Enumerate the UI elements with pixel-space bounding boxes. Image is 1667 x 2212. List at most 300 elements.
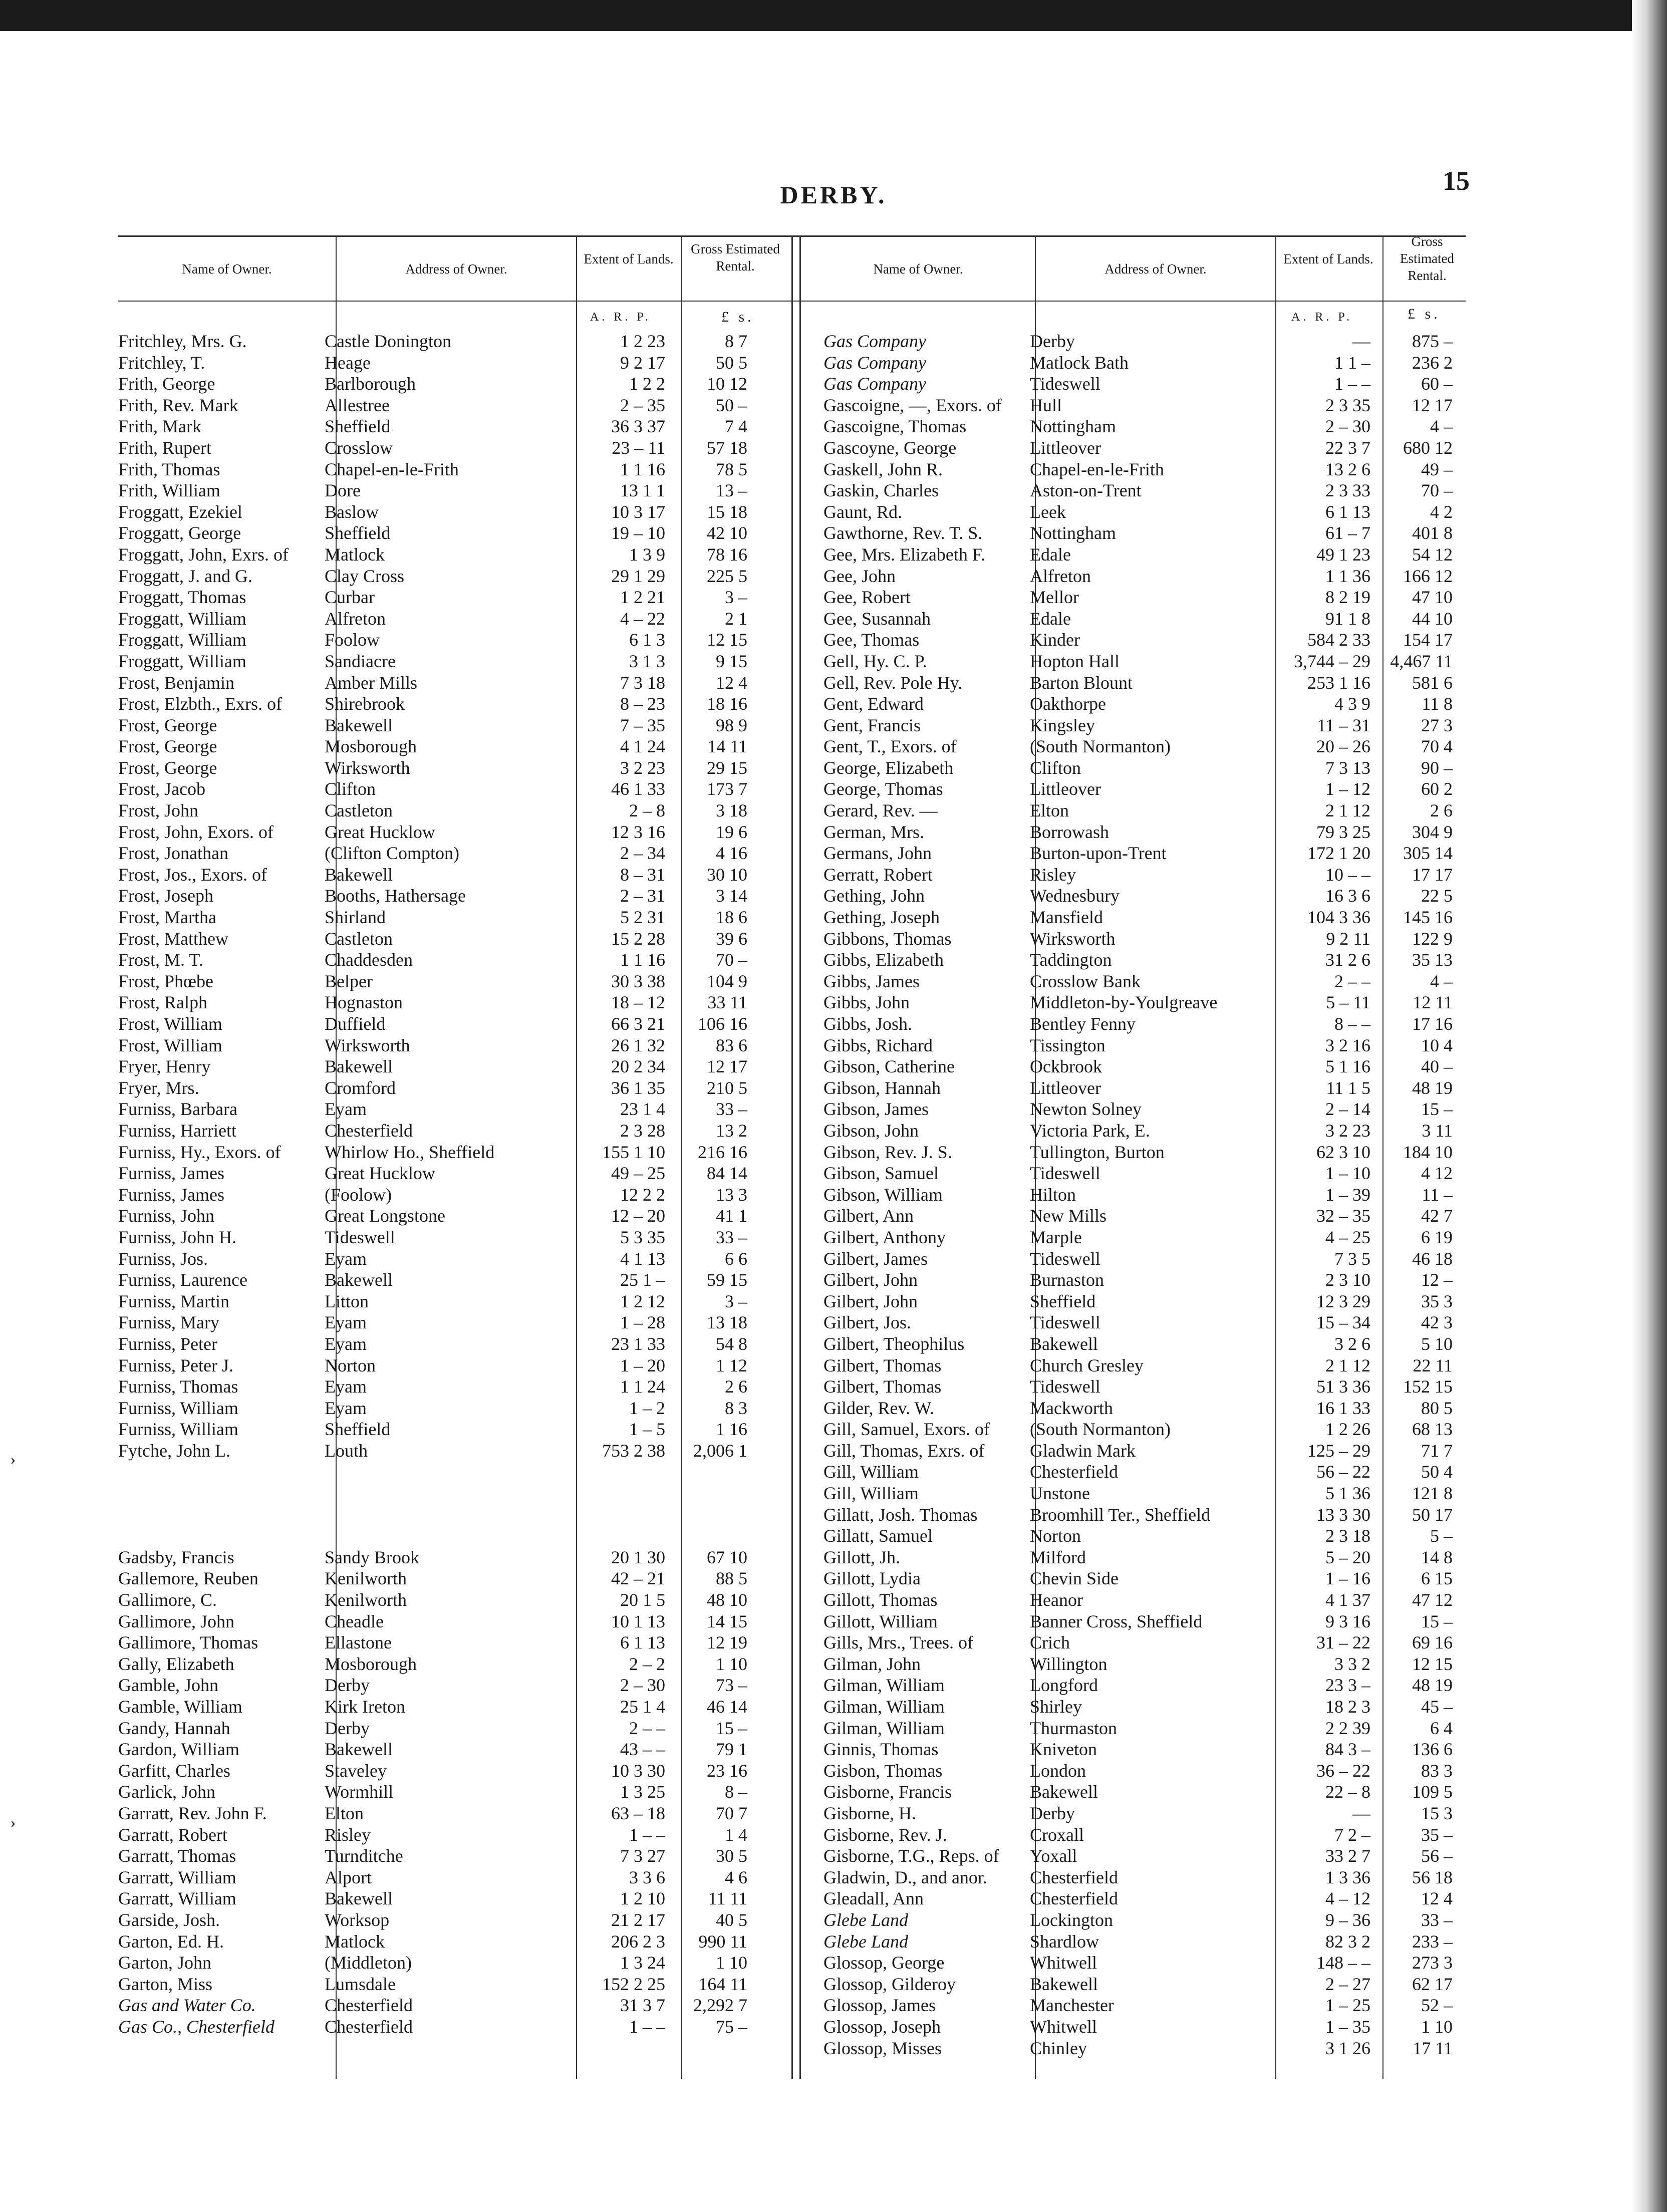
table-row	[118, 971, 752, 992]
gross-rental: 17 16	[1412, 1014, 1453, 1034]
owner-name: Gallimore, C.	[118, 1590, 217, 1610]
owner-address: Sheffield	[325, 416, 391, 437]
land-extent: 1 – 28	[620, 1312, 665, 1333]
table-row	[823, 1824, 1458, 1846]
gross-rental: 184 10	[1403, 1142, 1453, 1162]
gross-rental: 70 7	[716, 1803, 747, 1823]
table-row	[823, 395, 1458, 416]
owner-name: Garton, Miss	[118, 1974, 212, 1994]
owner-address: Kingsley	[1030, 715, 1095, 735]
gross-rental: 136 6	[1412, 1739, 1453, 1760]
owner-address: Great Hucklow	[325, 1163, 435, 1184]
land-extent: 3 2 23	[1325, 1120, 1370, 1141]
land-extent: 13 3 30	[1316, 1504, 1370, 1525]
table-row	[823, 949, 1458, 971]
owner-address: Manchester	[1030, 1995, 1114, 2016]
gross-rental: 216 16	[698, 1142, 747, 1162]
owner-address: Wirksworth	[325, 1035, 410, 1055]
table-row	[823, 587, 1458, 608]
page-title: DERBY.	[780, 181, 887, 209]
owner-name: Garton, John	[118, 1953, 211, 1973]
owner-name: Gas Company	[823, 352, 926, 373]
owner-address: (Clifton Compton)	[325, 843, 459, 864]
table-row	[118, 1056, 752, 1077]
land-extent: 1 3 36	[1325, 1867, 1370, 1887]
owner-name: Gilbert, John	[823, 1291, 918, 1311]
gross-rental: 122 9	[1412, 928, 1453, 949]
table-row	[823, 1781, 1458, 1803]
owner-name: Gent, Edward	[823, 694, 924, 714]
owner-address: Tullington, Burton	[1030, 1142, 1165, 1162]
land-extent: 42 – 21	[611, 1568, 665, 1589]
land-extent: 13 1 1	[620, 480, 665, 501]
table-row	[118, 331, 752, 352]
owner-name: Frost, Martha	[118, 907, 216, 928]
extent-header: Extent of Lands.	[584, 251, 674, 266]
land-extent: 253 1 16	[1307, 672, 1370, 693]
gross-rental: 90 –	[1421, 757, 1453, 778]
owner-address: Worksop	[325, 1909, 390, 1930]
table-row	[118, 1781, 752, 1803]
rental-units-label: £ s.	[721, 309, 754, 325]
owner-address: Cromford	[325, 1077, 396, 1098]
gross-rental: 13 2	[716, 1120, 747, 1141]
section-gap	[118, 1525, 752, 1547]
gross-rental: 48 10	[707, 1590, 747, 1610]
table-row	[118, 480, 752, 501]
table-row	[823, 1163, 1458, 1184]
owner-name: Glossop, Misses	[823, 2038, 942, 2058]
land-extent: 1 1 16	[620, 950, 665, 970]
land-extent: 5 1 16	[1325, 1056, 1370, 1077]
land-extent: 206 2 3	[611, 1931, 665, 1952]
gross-rental: 71 7	[1421, 1440, 1453, 1461]
owner-address: Edale	[1030, 608, 1071, 629]
owner-address: Thurmaston	[1030, 1718, 1117, 1738]
table-row	[118, 1760, 752, 1782]
owner-name: Froggatt, William	[118, 608, 246, 629]
table-row	[823, 2038, 1458, 2059]
owner-name: Garratt, Robert	[118, 1824, 227, 1845]
section-gap	[118, 1504, 752, 1526]
table-row	[118, 373, 752, 395]
owner-name: Furniss, Harriett	[118, 1120, 236, 1141]
land-extent: 12 2 2	[620, 1184, 665, 1205]
owner-name: Gell, Hy. C. P.	[823, 651, 927, 671]
gross-rental: 4 –	[1430, 416, 1453, 437]
gross-rental: 121 8	[1412, 1483, 1453, 1504]
table-row	[823, 522, 1458, 544]
table-row	[118, 1568, 752, 1589]
owner-name: Gee, John	[823, 566, 896, 586]
gross-rental: 3 14	[716, 886, 747, 906]
owner-address: Crosslow Bank	[1030, 971, 1141, 991]
owner-name: Furniss, Thomas	[118, 1376, 238, 1397]
gross-rental: 75 –	[716, 2016, 747, 2037]
owner-name: Gallimore, Thomas	[118, 1632, 258, 1653]
land-extent: 15 – 34	[1316, 1312, 1370, 1333]
owner-address: Booths, Hathersage	[325, 886, 466, 906]
gross-rental: 80 5	[1421, 1398, 1453, 1418]
gross-rental: 49 –	[1421, 459, 1453, 479]
owner-address: Chesterfield	[1030, 1888, 1118, 1909]
gross-rental: 70 4	[1421, 736, 1453, 757]
extent-units-label: A. R. P.	[590, 311, 652, 324]
table-row	[118, 907, 752, 928]
gross-rental: 42 7	[1421, 1206, 1453, 1226]
owner-name: Gibbs, Elizabeth	[823, 950, 944, 970]
table-row	[823, 1227, 1458, 1248]
owner-address: Derby	[325, 1718, 370, 1738]
table-row	[823, 672, 1458, 694]
owner-name: Gadsby, Francis	[118, 1547, 234, 1567]
gross-rental: 69 16	[1412, 1632, 1453, 1653]
land-extent: 7 3 13	[1325, 757, 1370, 778]
owner-address: Littleover	[1030, 1077, 1101, 1098]
land-extent: 84 3 –	[1325, 1739, 1370, 1760]
rental-header: Gross Estimated Rental.	[1400, 234, 1454, 283]
owner-name: Glossop, James	[823, 1995, 936, 2016]
table-row	[823, 971, 1458, 992]
gross-rental: 7 4	[725, 416, 747, 437]
land-extent: 1 1 36	[1325, 566, 1370, 586]
gross-rental: 305 14	[1403, 843, 1453, 864]
gross-rental: 8 –	[725, 1782, 747, 1802]
owner-address: Risley	[1030, 864, 1076, 885]
land-extent: 1 – 20	[620, 1355, 665, 1375]
owner-address: Baslow	[325, 501, 379, 522]
table-row	[823, 1632, 1458, 1653]
land-extent: 1 – 35	[1325, 2016, 1370, 2037]
land-extent: 11 1 5	[1326, 1077, 1370, 1098]
owner-address: Victoria Park, E.	[1030, 1120, 1150, 1141]
table-row	[823, 1952, 1458, 1974]
table-row	[118, 629, 752, 651]
owner-name: Gilbert, Jos.	[823, 1312, 911, 1333]
owner-name: Gilbert, Theophilus	[823, 1333, 965, 1354]
gross-rental: 45 –	[1421, 1697, 1453, 1717]
owner-address: Bakewell	[325, 864, 393, 885]
land-extent: 5 – 11	[1326, 992, 1370, 1013]
gross-rental: 54 8	[716, 1333, 747, 1354]
gross-rental: 50 –	[716, 395, 747, 415]
extent-units-label: A. R. P.	[1291, 311, 1353, 324]
owner-name: Gibbs, Josh.	[823, 1014, 913, 1034]
gross-rental: 33 11	[707, 992, 747, 1013]
owner-name: Furniss, Martin	[118, 1291, 230, 1311]
gross-rental: 14 11	[707, 736, 747, 757]
gross-rental: 35 13	[1412, 950, 1453, 970]
land-extent: 25 1 4	[620, 1697, 665, 1717]
table-row	[823, 1845, 1458, 1867]
gross-rental: 46 14	[707, 1697, 747, 1717]
gross-rental: 8 7	[725, 331, 747, 351]
owner-name: Frost, Jonathan	[118, 843, 228, 864]
owner-name: Fryer, Mrs.	[118, 1077, 199, 1098]
gross-rental: 15 –	[1421, 1099, 1453, 1120]
table-row	[823, 1909, 1458, 1931]
owner-name: Frost, Phœbe	[118, 971, 214, 991]
gross-rental: 15 –	[1421, 1611, 1453, 1631]
land-extent: 20 1 30	[611, 1547, 665, 1567]
owner-name: Germans, John	[823, 843, 932, 864]
owner-name: Furniss, Peter	[118, 1333, 217, 1354]
owner-address: Marple	[1030, 1227, 1082, 1247]
section-gap	[118, 1461, 752, 1483]
owner-address: Chapel-en-le-Frith	[1030, 459, 1164, 479]
land-extent: 148 – –	[1316, 1953, 1370, 1973]
gross-rental: 22 5	[1421, 886, 1453, 906]
table-row	[118, 1547, 752, 1568]
owner-name: Gilbert, Thomas	[823, 1376, 942, 1397]
owner-name: Gladwin, D., and anor.	[823, 1867, 987, 1887]
table-row	[118, 608, 752, 630]
owner-name: Fytche, John L.	[118, 1440, 230, 1461]
table-row	[118, 1120, 752, 1142]
land-extent: 5 2 31	[620, 907, 665, 928]
owner-name: Gilman, William	[823, 1675, 945, 1696]
land-extent: 33 2 7	[1325, 1846, 1370, 1866]
owner-name: Gleadall, Ann	[823, 1888, 924, 1909]
owner-address: Tideswell	[325, 1227, 395, 1247]
table-row	[823, 778, 1458, 800]
owner-name: Gisbon, Thomas	[823, 1760, 943, 1781]
gross-rental: 19 6	[716, 821, 747, 842]
gross-rental: 145 16	[1403, 907, 1453, 928]
owner-address: Chesterfield	[325, 1995, 413, 2016]
table-row	[118, 1035, 752, 1056]
table-row	[118, 1398, 752, 1419]
gross-rental: 35 3	[1421, 1291, 1453, 1311]
table-row	[118, 1845, 752, 1867]
land-extent: 1 – 25	[1325, 1995, 1370, 2016]
owner-address: Sandiacre	[325, 651, 396, 671]
land-extent: 1 3 9	[629, 544, 665, 565]
owner-address: Sheffield	[1030, 1291, 1096, 1311]
owner-name: Gandy, Hannah	[118, 1718, 230, 1738]
owner-address: Borrowash	[1030, 821, 1109, 842]
gross-rental: 173 7	[707, 779, 747, 799]
owner-name: Gas Company	[823, 331, 926, 351]
land-extent: 4 1 37	[1325, 1590, 1370, 1610]
owner-address: Willington	[1030, 1653, 1107, 1674]
owner-address: Burton-upon-Trent	[1030, 843, 1167, 864]
gross-rental: 4 12	[1421, 1163, 1453, 1184]
table-row	[118, 1931, 752, 1953]
owner-address: Chesterfield	[1030, 1462, 1118, 1482]
owner-address: Alfreton	[325, 608, 386, 629]
table-row	[823, 1931, 1458, 1953]
table-row	[823, 1974, 1458, 1995]
owner-name: German, Mrs.	[823, 821, 924, 842]
table-row	[823, 1184, 1458, 1206]
owner-address: Lockington	[1030, 1909, 1113, 1930]
owner-name: Garton, Ed. H.	[118, 1931, 224, 1952]
gross-rental: 2 6	[1430, 800, 1453, 821]
owner-name: Glebe Land	[823, 1909, 908, 1930]
owner-address: Mansfield	[1030, 907, 1103, 928]
owner-name: Gibson, Rev. J. S.	[823, 1142, 952, 1162]
owner-address: Hilton	[1030, 1184, 1076, 1205]
owner-address: Chevin Side	[1030, 1568, 1119, 1589]
gross-rental: 2,006 1	[693, 1440, 747, 1461]
owner-address: Whitwell	[1030, 2016, 1097, 2037]
land-extent: 13 2 6	[1325, 459, 1370, 479]
land-extent: 1 3 24	[620, 1953, 665, 1973]
gross-rental: 990 11	[698, 1931, 747, 1952]
owner-name: Furniss, William	[118, 1398, 238, 1418]
owner-name: Gibson, James	[823, 1099, 929, 1120]
owner-name: Furniss, John	[118, 1206, 215, 1226]
owner-address: Ellastone	[325, 1632, 392, 1653]
owner-address: Hopton Hall	[1030, 651, 1120, 671]
owner-address: Longford	[1030, 1675, 1098, 1696]
gross-rental: 109 5	[1412, 1782, 1453, 1802]
land-extent: 8 2 19	[1325, 587, 1370, 608]
owner-address: (South Normanton)	[1030, 736, 1171, 757]
gross-rental: 70 –	[716, 950, 747, 970]
owner-name: Gell, Rev. Pole Hy.	[823, 672, 963, 693]
owner-address: Chesterfield	[325, 1120, 413, 1141]
owner-address: Castle Donington	[325, 331, 451, 351]
land-extent: 29 1 29	[611, 566, 665, 586]
land-extent: 16 1 33	[1316, 1398, 1370, 1418]
owner-name: Frost, Elzbth., Exrs. of	[118, 694, 282, 714]
owner-name: Frith, William	[118, 480, 220, 501]
table-row	[118, 1974, 752, 1995]
gross-rental: 4 6	[725, 1867, 747, 1887]
owner-name: Gaskin, Charles	[823, 480, 939, 501]
land-extent: 36 – 22	[1316, 1760, 1370, 1781]
table-row	[823, 331, 1458, 352]
owner-name: Glebe Land	[823, 1931, 908, 1952]
owner-name: Furniss, Peter J.	[118, 1355, 234, 1375]
owner-address: Great Longstone	[325, 1206, 445, 1226]
gross-rental: 2 6	[725, 1376, 747, 1397]
land-extent: 5 – 20	[1325, 1547, 1370, 1567]
gross-rental: 47 10	[1412, 587, 1453, 608]
owner-address: Broomhill Ter., Sheffield	[1030, 1504, 1211, 1525]
land-extent: 3 3 6	[629, 1867, 665, 1887]
land-extent: 79 3 25	[1316, 821, 1370, 842]
gross-rental: 166 12	[1403, 566, 1453, 586]
owner-address: Castleton	[325, 928, 393, 949]
gross-rental: 67 10	[707, 1547, 747, 1567]
owner-name: Gill, William	[823, 1462, 919, 1482]
land-extent: 16 3 6	[1325, 886, 1370, 906]
owner-name: Gillatt, Josh. Thomas	[823, 1504, 978, 1525]
table-row	[823, 928, 1458, 950]
gross-rental: 33 –	[716, 1099, 747, 1120]
land-extent: 1 – 10	[1325, 1163, 1370, 1184]
owner-name: Ginnis, Thomas	[823, 1739, 939, 1760]
gross-rental: 2 1	[725, 608, 747, 629]
owner-address: Oakthorpe	[1030, 694, 1106, 714]
gross-rental: 273 3	[1412, 1953, 1453, 1973]
land-extent: 46 1 33	[611, 779, 665, 799]
table-row	[823, 566, 1458, 587]
owner-name: Garratt, Thomas	[118, 1846, 236, 1866]
owner-name: Garside, Josh.	[118, 1909, 220, 1930]
gross-rental: 13 –	[716, 480, 747, 501]
gross-rental: 78 5	[716, 459, 747, 479]
gross-rental: 17 11	[1413, 2038, 1453, 2058]
table-row	[823, 864, 1458, 886]
table-row	[118, 459, 752, 480]
owner-address: Edale	[1030, 544, 1071, 565]
land-extent: 32 – 35	[1316, 1206, 1370, 1226]
owner-name: Gas Co., Chesterfield	[118, 2016, 274, 2037]
owner-name: Gaunt, Rd.	[823, 501, 902, 522]
land-extent: 2 – 14	[1325, 1099, 1370, 1120]
land-extent: 10 – –	[1325, 864, 1370, 885]
gross-rental: 11 –	[1422, 1184, 1453, 1205]
owner-name: Furniss, Hy., Exors. of	[118, 1142, 281, 1162]
table-row	[823, 1675, 1458, 1696]
table-row	[823, 992, 1458, 1013]
page-number: 15	[1443, 166, 1470, 196]
table-row	[823, 1205, 1458, 1227]
land-extent: 2 3 35	[1325, 395, 1370, 415]
table-row	[823, 416, 1458, 437]
gross-rental: 22 11	[1413, 1355, 1453, 1375]
owner-address: Louth	[325, 1440, 368, 1461]
table-row	[118, 544, 752, 566]
gross-rental: 48 19	[1412, 1675, 1453, 1696]
gross-rental: 29 15	[707, 757, 747, 778]
owner-address: Castleton	[325, 800, 393, 821]
scan-top-edge	[0, 0, 1667, 31]
land-extent: 172 1 20	[1307, 843, 1370, 864]
land-extent: 3 2 16	[1325, 1035, 1370, 1055]
land-extent: 152 2 25	[602, 1974, 665, 1994]
gross-rental: 15 –	[716, 1718, 747, 1738]
land-extent: 2 2 39	[1325, 1718, 1370, 1738]
owner-name: Gilman, John	[823, 1653, 921, 1674]
land-extent: 12 3 16	[611, 821, 665, 842]
gross-rental: 154 17	[1403, 630, 1453, 650]
land-extent: 20 1 5	[620, 1590, 665, 1610]
table-row	[823, 1653, 1458, 1675]
owner-address: Wirksworth	[325, 757, 410, 778]
land-extent: 62 3 10	[1316, 1142, 1370, 1162]
gross-rental: 106 16	[698, 1014, 747, 1034]
owner-name: Gent, Francis	[823, 715, 921, 735]
table-row	[118, 757, 752, 779]
owner-address: Wednesbury	[1030, 886, 1120, 906]
owner-name: Glossop, Gilderoy	[823, 1974, 956, 1994]
extent-header: Extent of Lands.	[1283, 251, 1373, 266]
land-extent: 18 – 12	[611, 992, 665, 1013]
owner-address: Great Hucklow	[325, 821, 435, 842]
gross-rental: 60 2	[1421, 779, 1453, 799]
table-row	[823, 1077, 1458, 1099]
land-extent: 12 – 20	[611, 1206, 665, 1226]
table-row	[823, 1696, 1458, 1718]
gross-rental: 79 1	[716, 1739, 747, 1760]
land-extent: 11 – 31	[1317, 715, 1370, 735]
gross-rental: 1 10	[1421, 2016, 1453, 2037]
table-row	[118, 1675, 752, 1696]
table-row	[118, 1291, 752, 1312]
gross-rental: 225 5	[707, 566, 747, 586]
land-extent: 1 2 23	[620, 331, 665, 351]
owner-address: Elton	[1030, 800, 1069, 821]
land-extent: 1 – –	[629, 2016, 665, 2037]
gross-rental: 15 3	[1421, 1803, 1453, 1823]
owner-address: Bakewell	[1030, 1782, 1098, 1802]
table-row	[823, 736, 1458, 757]
